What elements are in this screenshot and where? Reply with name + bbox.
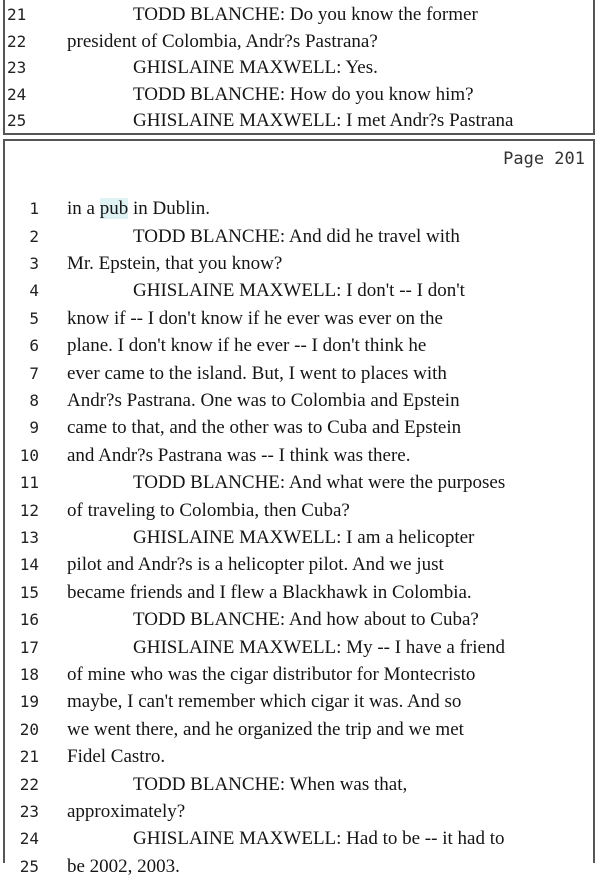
transcript-line (5, 28, 593, 55)
line-text: Andr?s Pastrana. One was to Colombia and Epstein (67, 389, 460, 411)
line-number: 23 (7, 58, 27, 77)
transcript-line (5, 579, 593, 606)
line-text-part: in a (67, 198, 100, 219)
line-number: 24 (19, 829, 39, 849)
previous-page-excerpt (3, 0, 595, 135)
line-number: 21 (19, 747, 39, 767)
line-text: maybe, I can't remember which cigar it was. And so (67, 691, 462, 713)
line-number: 1 (29, 199, 39, 218)
transcript-line (5, 223, 593, 250)
line-text: TODD BLANCHE: And what were the purposes (133, 472, 506, 494)
line-number: 2 (29, 226, 39, 246)
highlighted-word: pub (99, 198, 129, 219)
line-number: 19 (19, 692, 39, 712)
transcript-line (5, 54, 593, 81)
line-number: 25 (19, 856, 39, 876)
line-text: know if -- I don't know if he ever was ever on the (67, 307, 443, 329)
line-text: GHISLAINE MAXWELL: I met Andr?s Pastrana (133, 110, 514, 131)
line-text: Mr. Epstein, that you know? (67, 252, 283, 274)
line-text-part: in Dublin. (128, 198, 211, 219)
transcript-line (5, 524, 593, 551)
transcript-line (5, 305, 593, 332)
page-number-label: Page 201 (503, 149, 585, 169)
line-text: Fidel Castro. (67, 746, 166, 768)
line-number: 20 (19, 719, 39, 739)
line-text: of traveling to Colombia, then Cuba? (67, 499, 350, 521)
transcript-line (5, 250, 593, 277)
transcript-line (5, 195, 593, 222)
line-text: president of Colombia, Andr?s Pastrana? (67, 30, 378, 52)
line-text: and Andr?s Pastrana was -- I think was there. (67, 444, 411, 466)
transcript-line (5, 442, 593, 469)
line-number: 3 (29, 253, 39, 273)
line-number: 7 (29, 363, 39, 383)
line-text: we went there, and he organized the trip and we met (67, 718, 464, 740)
transcript-line (5, 497, 593, 524)
transcript-line (5, 551, 593, 578)
page-201-panel (3, 139, 595, 877)
line-number: 24 (7, 84, 27, 104)
line-text: TODD BLANCHE: When was that, (133, 773, 408, 795)
transcript-line (5, 107, 593, 134)
transcript-line (5, 606, 593, 633)
line-text: pilot and Andr?s is a helicopter pilot. And we just (67, 554, 444, 576)
transcript-line (5, 661, 593, 688)
transcript-line (5, 81, 593, 108)
transcript-line (5, 825, 593, 852)
line-number: 16 (19, 610, 39, 630)
line-number: 17 (19, 637, 39, 657)
line-text (67, 195, 210, 222)
line-text: plane. I don't know if he ever -- I don't think he (67, 335, 427, 357)
line-number: 11 (19, 473, 39, 493)
line-number: 6 (29, 336, 39, 356)
line-text: GHISLAINE MAXWELL: I am a helicopter (133, 526, 475, 548)
line-text: ever came to the island. But, I went to places with (67, 362, 447, 384)
line-text: GHISLAINE MAXWELL: My -- I have a friend (133, 636, 505, 658)
line-number: 22 (19, 774, 39, 794)
transcript-line (5, 387, 593, 414)
transcript-line (5, 332, 593, 359)
transcript-line (5, 1, 593, 28)
line-number: 12 (19, 500, 39, 520)
line-number: 10 (19, 445, 39, 465)
line-number: 25 (7, 111, 27, 130)
line-text: approximately? (67, 800, 186, 822)
line-text: came to that, and the other was to Cuba and Epstein (67, 417, 462, 439)
line-text: GHISLAINE MAXWELL: Had to be -- it had to (133, 828, 505, 850)
transcript-line (5, 798, 593, 825)
line-text: TODD BLANCHE: And how about to Cuba? (133, 609, 479, 631)
line-text: GHISLAINE MAXWELL: Yes. (133, 57, 378, 78)
line-number: 8 (29, 390, 39, 410)
line-number: 5 (29, 308, 39, 328)
line-number: 14 (19, 555, 39, 575)
transcript-line (5, 469, 593, 496)
line-number: 22 (7, 31, 27, 51)
transcript-line (5, 360, 593, 387)
line-text: be 2002, 2003. (67, 855, 180, 877)
transcript-line (5, 743, 593, 770)
line-number: 21 (7, 5, 27, 24)
line-number: 4 (29, 281, 39, 301)
transcript-line (5, 853, 593, 880)
line-text: of mine who was the cigar distributor for Montecristo (67, 663, 476, 685)
transcript-line (5, 414, 593, 441)
transcript-line (5, 277, 593, 304)
line-number: 23 (19, 801, 39, 821)
transcript-line (5, 634, 593, 661)
line-number: 13 (19, 527, 39, 547)
line-number: 15 (19, 582, 39, 602)
transcript-line (5, 716, 593, 743)
transcript-line (5, 771, 593, 798)
line-text: TODD BLANCHE: And did he travel with (133, 225, 460, 247)
line-number: 18 (19, 664, 39, 684)
line-number: 9 (29, 418, 39, 438)
line-text: TODD BLANCHE: How do you know him? (133, 83, 474, 105)
line-text: TODD BLANCHE: Do you know the former (133, 4, 478, 25)
transcript-line (5, 688, 593, 715)
line-text: became friends and I flew a Blackhawk in Colombia. (67, 581, 472, 603)
line-text: GHISLAINE MAXWELL: I don't -- I don't (133, 280, 465, 302)
